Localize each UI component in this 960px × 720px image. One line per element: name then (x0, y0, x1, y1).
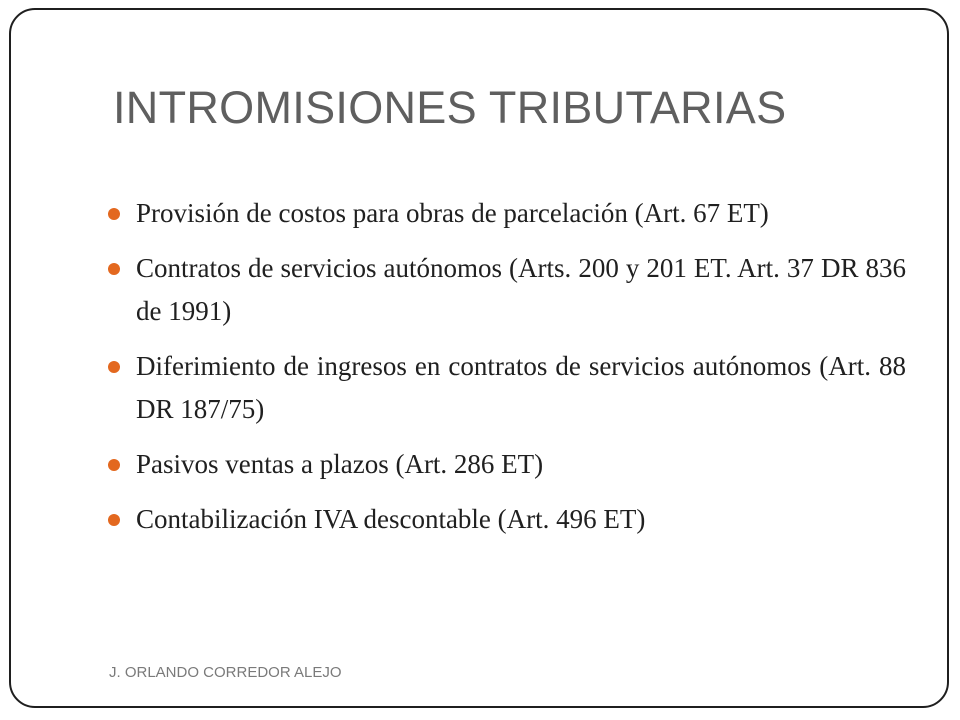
bullet-item (108, 443, 906, 486)
bullet-dot-icon (108, 459, 120, 471)
bullet-dot-icon (108, 361, 120, 373)
bullet-text: Diferimiento de ingresos en contratos de servicios autónomos (Art. 88 DR 187/75) (136, 351, 906, 424)
bullet-item (108, 192, 906, 235)
bullet-text: Contratos de servicios autónomos (Arts. 200 y 201 ET. Art. 37 DR 836 de 1991) (136, 253, 906, 326)
bullet-item (108, 345, 906, 431)
bullet-list (108, 192, 906, 553)
bullet-item (108, 498, 906, 541)
bullet-dot-icon (108, 514, 120, 526)
slide-title: INTROMISIONES TRIBUTARIAS (113, 82, 787, 133)
bullet-dot-icon (108, 208, 120, 220)
bullet-item (108, 247, 906, 333)
bullet-text: Provisión de costos para obras de parcelación (Art. 67 ET) (136, 198, 769, 228)
bullet-dot-icon (108, 263, 120, 275)
bullet-text: Pasivos ventas a plazos (Art. 286 ET) (136, 449, 544, 479)
footer-author: J. ORLANDO CORREDOR ALEJO (109, 664, 342, 681)
bullet-text: Contabilización IVA descontable (Art. 496 ET) (136, 504, 646, 534)
